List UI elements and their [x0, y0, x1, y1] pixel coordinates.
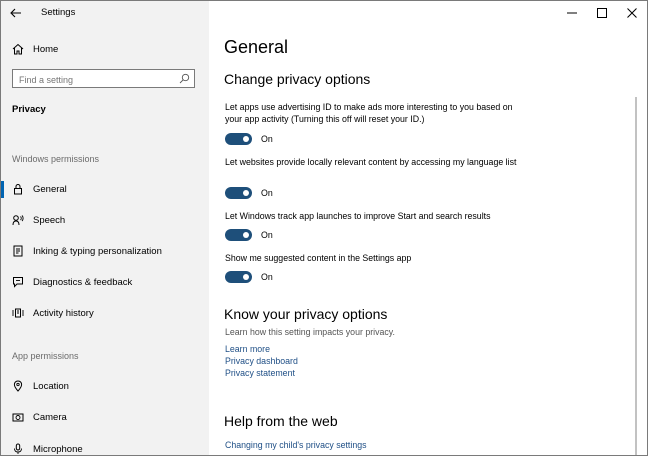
search-input[interactable] — [19, 73, 179, 88]
privacy-dashboard-link[interactable]: Privacy dashboard — [225, 356, 298, 366]
location-icon — [12, 380, 24, 392]
sidebar-item-general[interactable] — [1, 176, 209, 202]
help-from-web-heading: Help from the web — [224, 413, 338, 429]
app-launches-toggle[interactable] — [225, 229, 252, 241]
sidebar-item-label: Home — [33, 43, 59, 55]
sidebar-item-label: General — [33, 183, 67, 195]
sidebar-item-diagnostics[interactable] — [1, 269, 209, 295]
windows-permissions-header: Windows permissions — [12, 154, 100, 164]
option-description: Let apps use advertising ID to make ads more interesting to you based on your app activity (Turning this off will reset your ID.) — [225, 102, 513, 124]
titlebar-left — [1, 1, 209, 25]
toggle-knob — [243, 136, 249, 142]
close-button[interactable] — [617, 1, 647, 25]
sidebar-item-label: Inking & typing personalization — [33, 245, 162, 257]
speech-icon — [12, 214, 24, 226]
option-toggle-row — [225, 132, 273, 146]
search-icon[interactable] — [179, 73, 190, 84]
window-controls — [557, 1, 647, 25]
know-privacy-heading: Know your privacy options — [224, 306, 388, 322]
sidebar-item-label: Speech — [33, 214, 66, 226]
option-toggle-row — [225, 270, 273, 284]
back-button[interactable] — [5, 3, 27, 23]
category-title: Privacy — [12, 104, 46, 115]
toggle-state-label: On — [261, 134, 273, 144]
diagnostics-icon — [12, 276, 24, 288]
sidebar-item-speech[interactable] — [1, 207, 209, 233]
minimize-button[interactable] — [557, 1, 587, 25]
option-toggle-row — [225, 228, 273, 242]
sidebar-item-inking[interactable] — [1, 238, 209, 264]
suggested-content-toggle[interactable] — [225, 271, 252, 283]
option-description: Show me suggested content in the Settings app — [225, 253, 412, 263]
toggle-knob — [243, 232, 249, 238]
app-title: Settings — [41, 7, 76, 18]
activity-history-icon — [12, 307, 24, 319]
camera-icon — [12, 411, 24, 423]
option-description: Let websites provide locally relevant content by accessing my language list — [225, 157, 517, 167]
know-privacy-description: Learn how this setting impacts your privacy. — [225, 327, 395, 337]
sidebar-item-activity-history[interactable] — [1, 300, 209, 326]
sidebar-item-label: Location — [33, 380, 69, 392]
sidebar-item-home[interactable] — [1, 36, 209, 62]
page-title: General — [224, 37, 289, 57]
sidebar-item-label: Camera — [33, 411, 67, 423]
toggle-state-label: On — [261, 188, 273, 198]
home-icon — [12, 43, 24, 55]
inking-icon — [12, 245, 24, 257]
language-list-toggle[interactable] — [225, 187, 252, 199]
option-description: Let Windows track app launches to improve Start and search results — [225, 211, 491, 221]
microphone-icon — [12, 443, 24, 455]
sidebar-item-camera[interactable] — [1, 404, 209, 430]
sidebar-item-microphone[interactable] — [1, 436, 209, 456]
learn-more-link[interactable]: Learn more — [225, 344, 270, 354]
app-permissions-header: App permissions — [12, 351, 79, 361]
lock-icon — [12, 183, 24, 195]
minimize-icon — [567, 8, 577, 18]
child-privacy-settings-link[interactable]: Changing my child's privacy settings — [225, 440, 367, 450]
privacy-statement-link[interactable]: Privacy statement — [225, 368, 295, 378]
scrollbar[interactable] — [635, 97, 637, 456]
back-arrow-icon — [10, 8, 22, 18]
sidebar — [1, 1, 209, 455]
maximize-icon — [597, 8, 607, 18]
close-icon — [627, 8, 637, 18]
search-box[interactable] — [12, 69, 195, 88]
sidebar-item-label: Activity history — [33, 307, 94, 319]
sidebar-item-label: Diagnostics & feedback — [33, 276, 133, 288]
toggle-state-label: On — [261, 272, 273, 282]
sidebar-item-label: Microphone — [33, 443, 83, 455]
main-content — [209, 25, 639, 455]
change-privacy-heading: Change privacy options — [224, 71, 371, 87]
toggle-state-label: On — [261, 230, 273, 240]
advertising-id-toggle[interactable] — [225, 133, 252, 145]
maximize-button[interactable] — [587, 1, 617, 25]
option-toggle-row — [225, 186, 273, 200]
sidebar-item-location[interactable] — [1, 373, 209, 399]
toggle-knob — [243, 274, 249, 280]
toggle-knob — [243, 190, 249, 196]
